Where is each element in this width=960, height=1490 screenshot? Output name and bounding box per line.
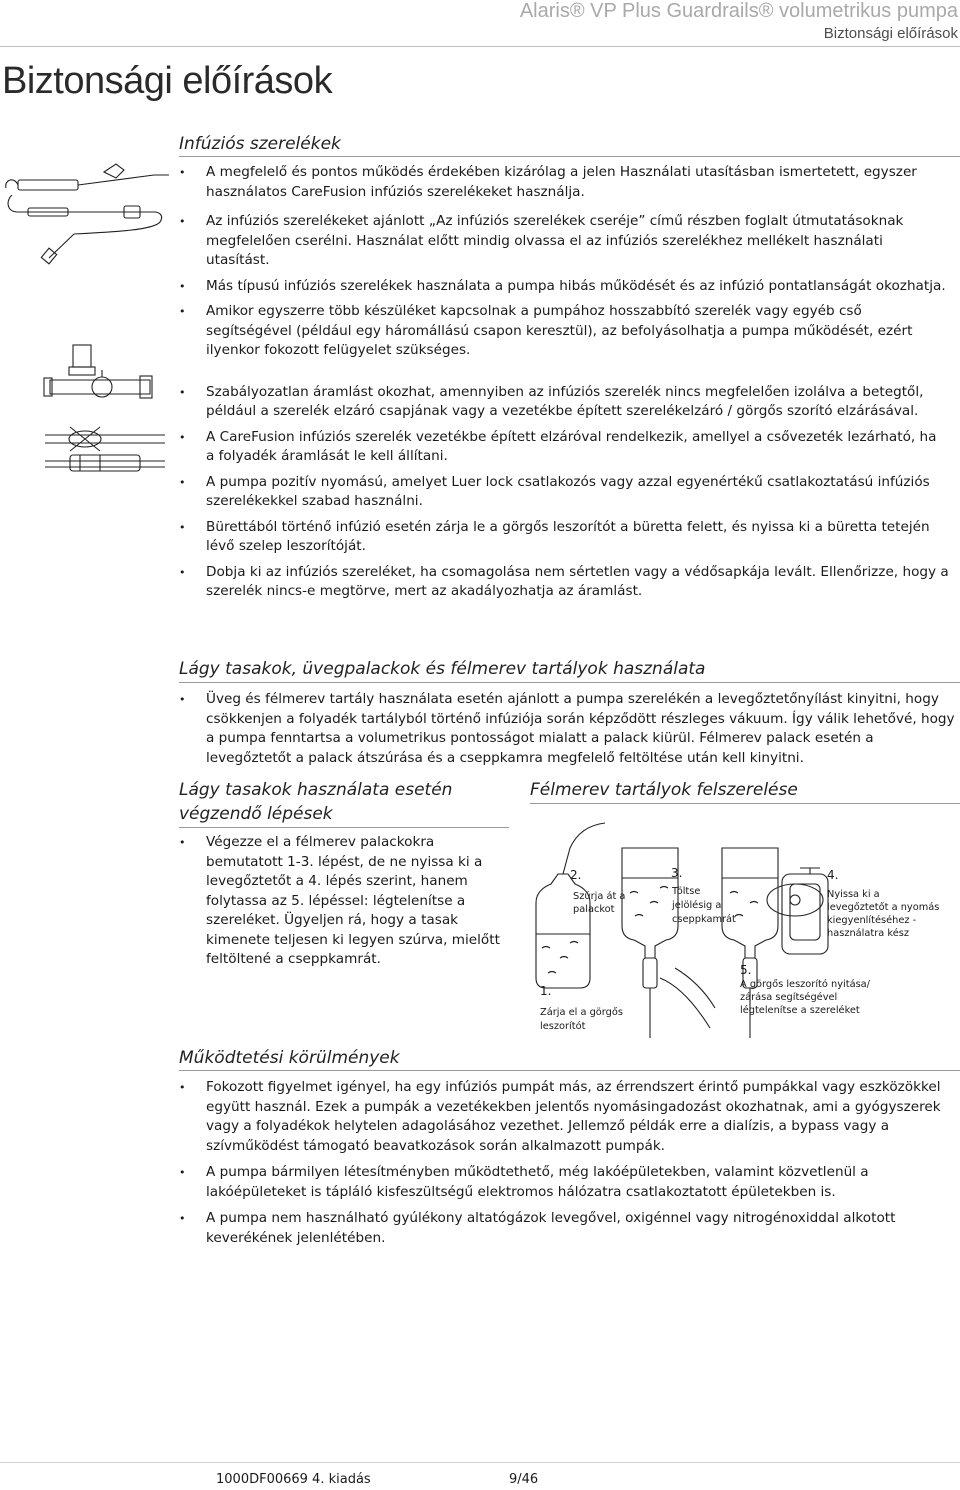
section-heading-semi-rigid: Félmerev tartályok felszerelése: [530, 780, 798, 800]
step-5-text-line2: zárása segítségével: [740, 992, 838, 1003]
step-5-number: 5.: [740, 963, 752, 977]
step-4-text-line3: kiegyenlítéséhez -: [827, 915, 917, 926]
step-2-number: 2.: [570, 868, 582, 882]
list-item: • A CareFusion infúziós szerelék vezetékbe épített elzáróval rendelkezik, amellyel a csővezeték lezárható, ha a folyadék áramlását le kell állítani.: [179, 428, 949, 467]
step-3-text-line2: jelölésig a: [672, 900, 722, 911]
step-3-number: 3.: [671, 866, 683, 880]
list-item: • Üveg és félmerev tartály használata esetén ajánlott a pumpa szerelékén a levegőztetőnyílást kinyitni, hogy csökkenjen a folyadék tartályból történő infúziója során képződött részleges vákuum. Így válik lehetővé, hogy a pumpa fenntartsa a volumetrikus pontosságot mialatt a palack kiürül. Félmerev palack esetén a levegőztetőt a palack átszúrása és a cseppkamra megfelelő feltöltése után kell kinyitni.: [179, 690, 955, 768]
list-item: • A megfelelő és pontos működés érdekében kizárólag a jelen Használati utasításban ismertetett, egyszer használatos CareFusion infúziós szerelékeket használja.: [179, 163, 949, 202]
list-item: • Bürettából történő infúzió esetén zárja le a görgős leszorítót a büretta felett, és nyissa ki a büretta tetején lévő szelep leszorítóját.: [179, 518, 949, 557]
section-rule: [179, 827, 509, 828]
section-rule: [530, 803, 960, 804]
operating-list: [179, 1078, 955, 1256]
list-item: • A pumpa bármilyen létesítményben működtethető, még lakóépületekben, valamint közvetlenül a lakóépületeket is tápláló kisfeszültségű elektromos hálózatra csatlakoztatott épületekben is.: [179, 1163, 955, 1202]
footer-doc-id: 1000DF00669 4. kiadás: [216, 1472, 371, 1487]
list-item: • Végezze el a félmerev palackokra bemutatott 1-3. lépést, de ne nyissa ki a levegőztetőt a 4. lépés szerint, hanem folytassa az 5. lépéssel: légtelenítse a szereléket. Ügyeljen rá, hogy a tasak kimenete teljesen ki legyen szúrva, mielőtt feltöltené a cseppkamrát.: [179, 833, 509, 970]
step-1-text-line2: leszorítót: [540, 1021, 586, 1032]
step-4-text-line4: használatra kész: [827, 928, 909, 939]
list-item: • Szabályozatlan áramlást okozhat, amennyiben az infúziós szerelék nincs megfelelően izolálva a betegtől, például a szerelék elzáró csapjának vagy a vezetékbe épített szerelékelzáró / görgős szorító elzárásával.: [179, 383, 949, 422]
step-3-text-line1: Töltse: [672, 886, 701, 897]
stopcock-illustration: [40, 340, 160, 410]
header-rule: [0, 46, 960, 47]
list-item: • A pumpa nem használható gyúlékony altatógázok levegővel, oxigénnel vagy nitrogénoxiddal alkotott keverékének jelenlétében.: [179, 1209, 955, 1248]
section-heading-soft-bags-line2: végzendő lépések: [179, 804, 333, 824]
section-heading-infusion-sets: Infúziós szerelékek: [179, 134, 341, 154]
header-product-title: Alaris® VP Plus Guardrails® volumetrikus pumpa: [519, 0, 958, 22]
footer-page-number: 9/46: [509, 1472, 539, 1487]
step-5-text-line3: légtelenítse a szereléket: [740, 1005, 860, 1016]
list-item: • Más típusú infúziós szerelékek használata a pumpa hibás működését és az infúzió pontatlanságát okozhatja.: [179, 277, 949, 297]
section-rule: [179, 1070, 960, 1071]
step-4-text-line2: levegőztetőt a nyomás: [827, 902, 940, 913]
step-5-text-line1: A görgős leszorító nyitása/: [740, 979, 870, 990]
infusion-sets-list: [179, 163, 949, 610]
list-item: • Fokozott figyelmet igényel, ha egy infúziós pumpát más, az érrendszert érintő pumpákkal vagy eszközökkel együtt használ. Ezek a pumpák a vezetékekben jelentős nyomásingadozást okozhatnak, ami a gyógyszerek vagy a folyadékok helytelen adagolásához vezethet. Jellemző példák erre a dialízis, a bypass vagy a szívműködést támogató beavatkozások során alkalmazott pumpák.: [179, 1078, 955, 1156]
header-section-title: Biztonsági előírások: [823, 25, 958, 42]
step-4-number: 4.: [827, 868, 839, 882]
infusion-set-illustration: [4, 150, 174, 265]
step-1-number: 1.: [540, 984, 552, 998]
section-heading-containers: Lágy tasakok, üvegpalackok és félmerev tartályok használata: [179, 659, 706, 679]
section-rule: [179, 156, 960, 157]
list-item: • A pumpa pozitív nyomású, amelyet Luer lock csatlakozós vagy azzal egyenértékű csatlakoztatású infúziós szerelékekkel szabad használni.: [179, 473, 949, 512]
step-1-text-line1: Zárja el a görgős: [540, 1007, 623, 1018]
step-2-text-line1: Szúrja át a: [573, 891, 626, 902]
list-item: • Dobja ki az infúziós szereléket, ha csomagolása nem sértetlen vagy a védősapkája levált. Ellenőrizze, hogy a szerelék nincs-e megtörve, mert az akadályozhatja az áramlást.: [179, 563, 949, 602]
step-3-text-line3: cseppkamrát: [672, 914, 736, 925]
list-item: • Amikor egyszerre több készüléket kapcsolnak a pumpához hosszabbító szerelék vagy egyéb cső segítségével (például egy háromállású csapon keresztül), az befolyásolhatja a pumpa működését, ezért ilyenkor fokozott felügyelet szükséges.: [179, 302, 949, 361]
step-4-text-line1: Nyissa ki a: [827, 889, 880, 900]
step-2-text-line2: palackot: [573, 904, 615, 915]
clamp-illustration: [40, 415, 170, 475]
section-heading-operating: Működtetési körülmények: [179, 1048, 400, 1068]
page-title: Biztonsági előírások: [2, 60, 333, 102]
footer-rule: [0, 1462, 960, 1463]
list-item: • Az infúziós szerelékeket ajánlott „Az infúziós szerelékek cseréje” című részben foglalt útmutatásoknak megfelelően cserélni. Használat előtt mindig olvassa el az infúziós szerelékhez mellékelt használati utasítást.: [179, 212, 949, 271]
soft-bags-list: [179, 833, 509, 978]
section-rule: [179, 682, 960, 683]
containers-list: [179, 690, 955, 776]
section-heading-soft-bags-line1: Lágy tasakok használata esetén: [179, 780, 453, 800]
